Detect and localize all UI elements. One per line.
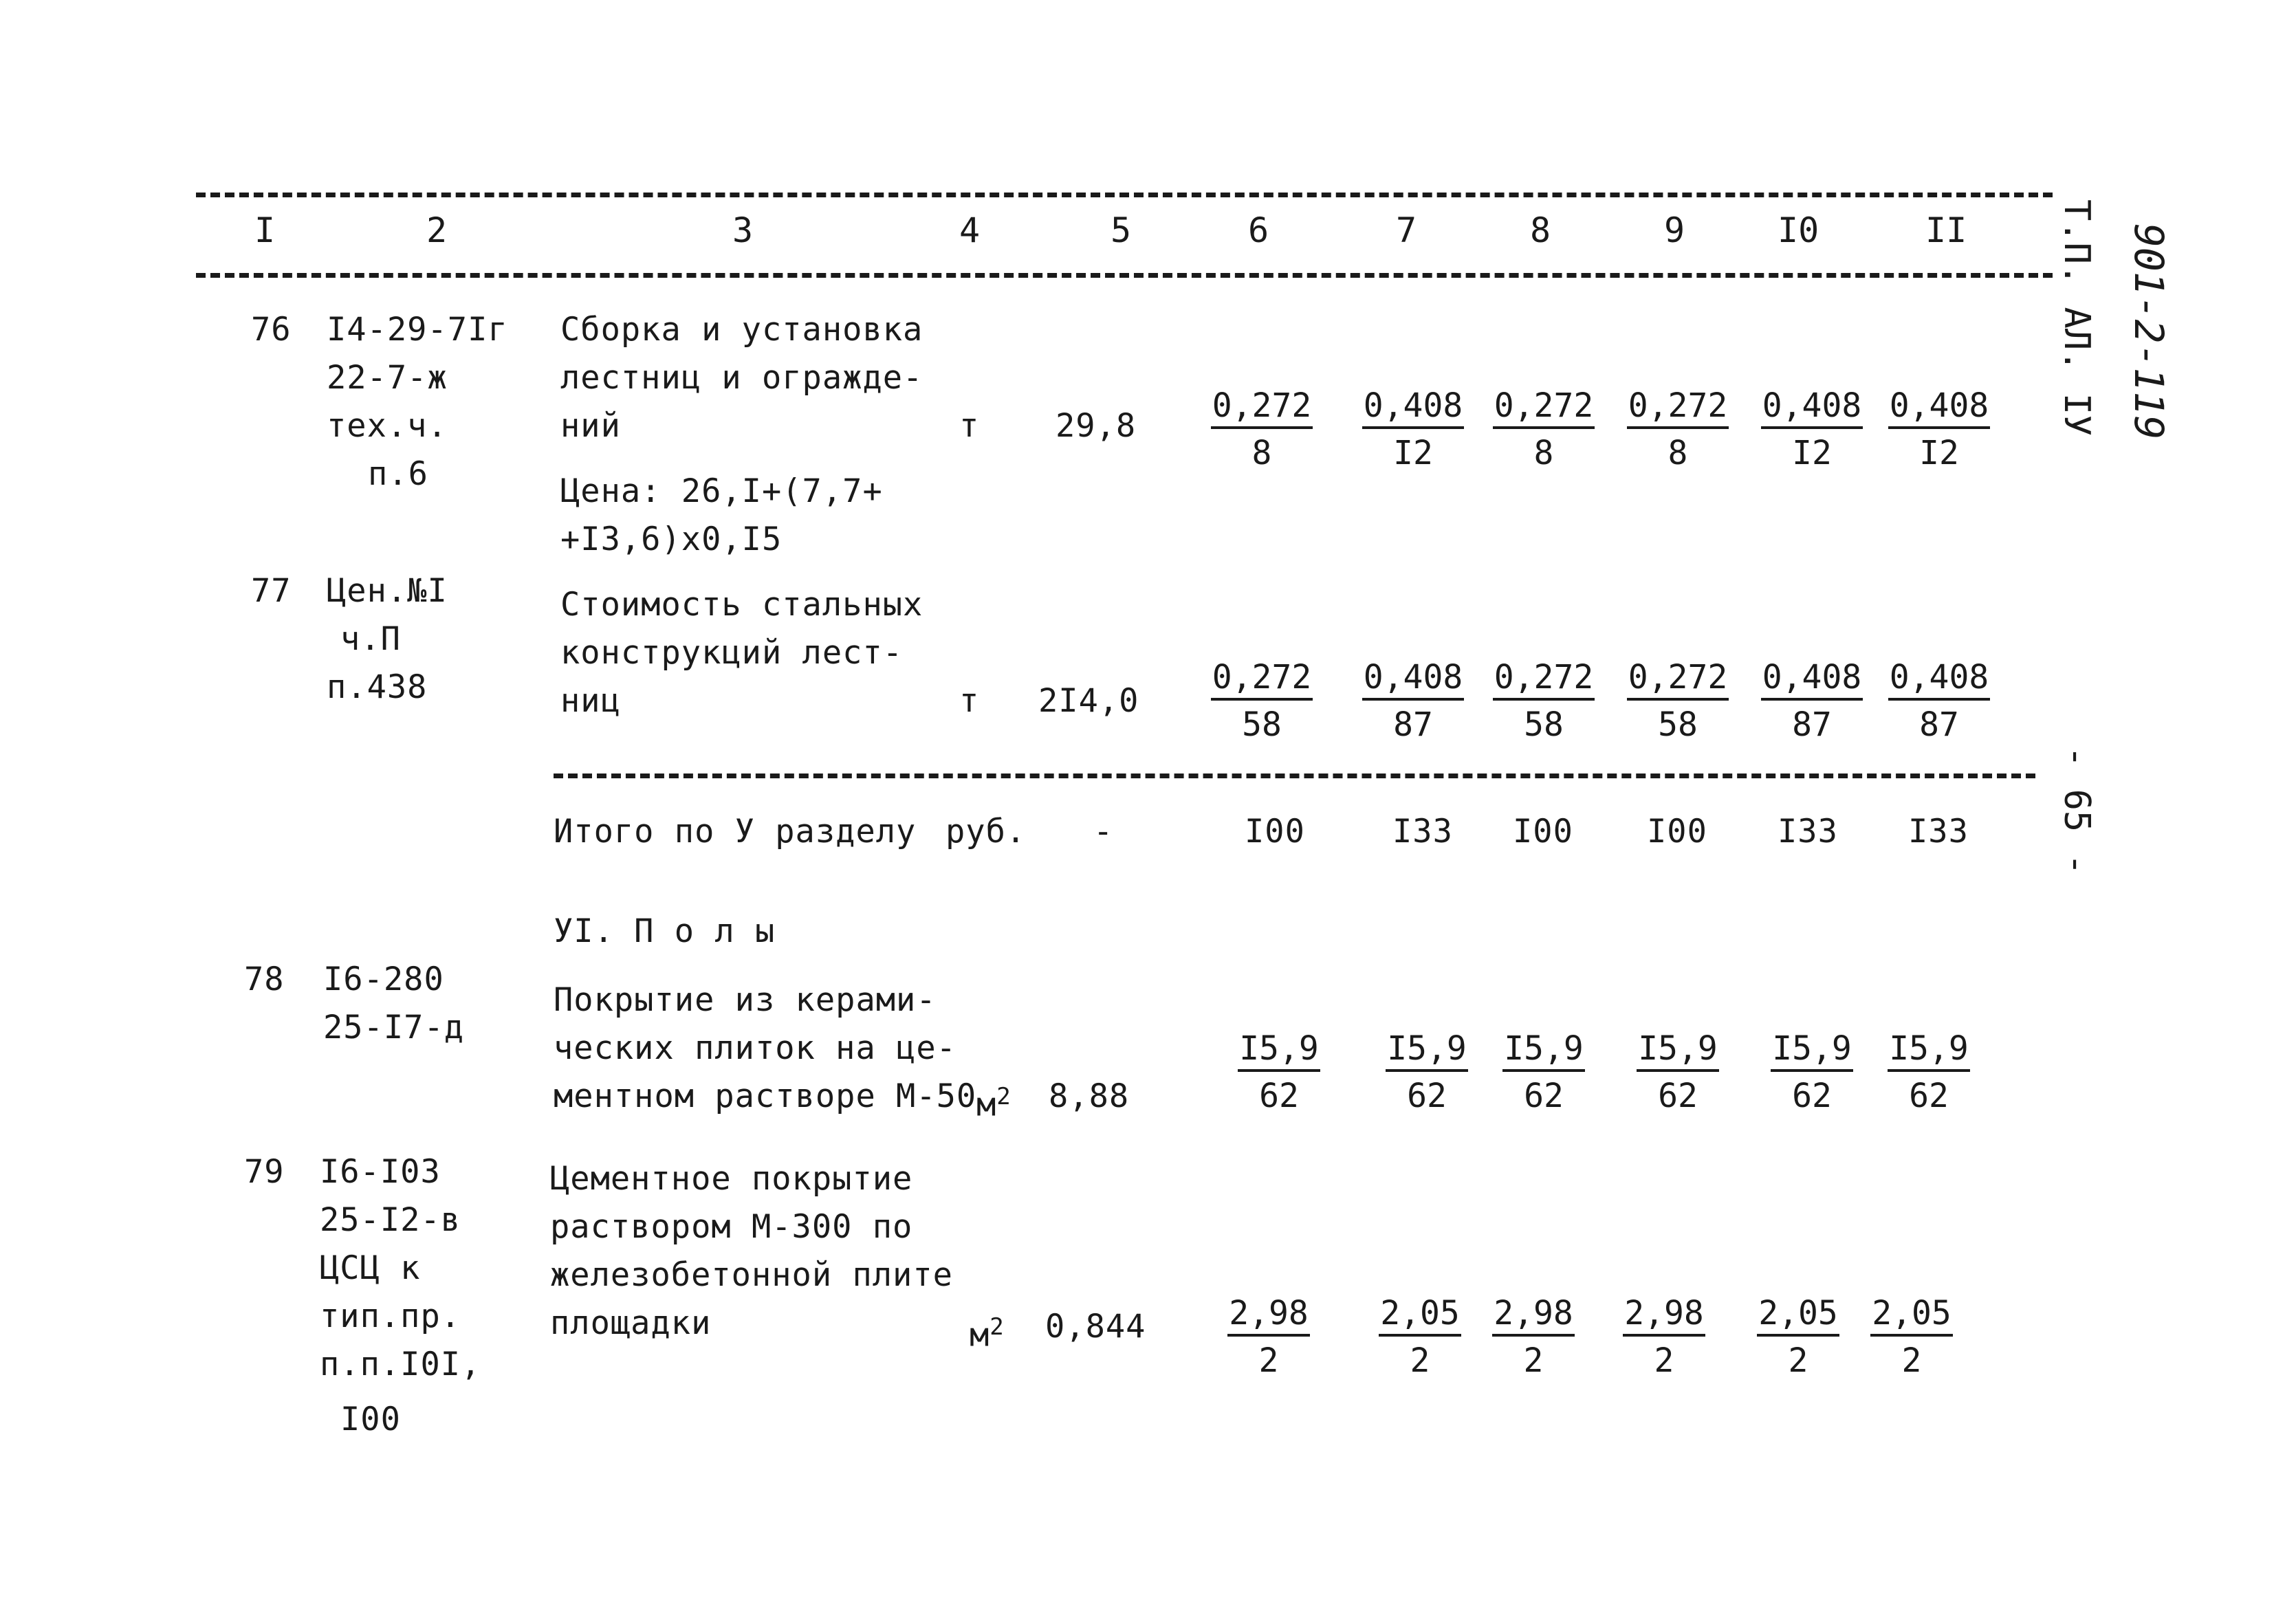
col-header-9: 9: [1664, 210, 1685, 250]
row-code-line: п.6: [368, 455, 428, 493]
value-cell: $\frac{0,408}{87}$: [1762, 658, 1862, 744]
value-cell: $\frac{0,272}{58}$: [1212, 658, 1312, 744]
row-code-line: ЦСЦ к: [320, 1249, 421, 1287]
col-header-1: I: [254, 210, 276, 250]
header-bottom-rule: [196, 273, 2053, 278]
row-code-line: тех.ч.: [327, 407, 448, 445]
row-unit: т: [959, 407, 980, 445]
value-cell: $\frac{0,408}{87}$: [1889, 658, 1989, 744]
value-cell: $\frac{0,408}{I2}$: [1889, 386, 1989, 472]
row-code-line: п.п.I0I,: [320, 1346, 481, 1383]
col-header-3: 3: [732, 210, 754, 250]
row-unit: $м^2$: [976, 1083, 1012, 1124]
row-number: 78: [244, 961, 285, 998]
side-page-number: - 65 -: [2056, 746, 2097, 875]
value-cell: $\frac{2,05}{2}$: [1380, 1294, 1460, 1380]
row-number: 79: [244, 1153, 285, 1191]
total-value: I00: [1513, 813, 1573, 851]
total-value: I00: [1647, 813, 1707, 851]
value-cell: $\frac{2,05}{2}$: [1872, 1294, 1952, 1380]
value-cell: $\frac{0,272}{58}$: [1628, 658, 1728, 744]
side-doc-code: Т.П. АЛ. IУ: [2056, 199, 2097, 437]
col-header-8: 8: [1530, 210, 1551, 250]
row-quantity: 2I4,0: [1038, 682, 1139, 720]
value-cell: $\frac{2,98}{2}$: [1624, 1294, 1704, 1380]
value-cell: $\frac{0,408}{I2}$: [1363, 386, 1463, 472]
row-description-line: раствором М-300 по: [550, 1208, 913, 1246]
row-number: 77: [251, 572, 292, 610]
row-quantity: 29,8: [1056, 407, 1137, 445]
row-description-line: Покрытие из керами-: [554, 981, 937, 1019]
row-description-line: железобетонной плите: [550, 1256, 953, 1294]
total-value: I33: [1908, 813, 1969, 851]
row-description-line: Цементное покрытие: [550, 1160, 913, 1198]
row-quantity: 8,88: [1049, 1077, 1130, 1115]
row-description-line: конструкций лест-: [560, 634, 904, 672]
row-code-line: 25-I7-д: [323, 1009, 465, 1046]
row-code-line: тип.пр.: [320, 1297, 461, 1335]
row-code-line: I6-280: [323, 961, 444, 998]
row-code-line: I00: [340, 1401, 401, 1438]
row-price-note-line: +I3,6)x0,I5: [560, 520, 783, 558]
section-title: УI. П о л ы: [554, 912, 776, 950]
row-description-line: ментном растворе М-50: [554, 1077, 977, 1115]
subtotal-rule: [554, 773, 2035, 778]
row-code-line: п.438: [327, 668, 428, 706]
row-unit: $м^2$: [970, 1313, 1005, 1354]
value-cell: $\frac{I5,9}{62}$: [1889, 1029, 1969, 1115]
header-top-rule: [196, 193, 2053, 197]
value-cell: $\frac{2,98}{2}$: [1229, 1294, 1309, 1380]
row-description-line: лестниц и огражде-: [560, 359, 923, 397]
value-cell: $\frac{0,272}{58}$: [1494, 658, 1594, 744]
row-description-line: ниц: [560, 682, 621, 720]
row-code-line: Цен.№I: [327, 572, 448, 610]
row-unit: т: [959, 682, 980, 720]
total-unit: руб.: [945, 813, 1027, 851]
col-header-5: 5: [1111, 210, 1132, 250]
col-header-2: 2: [426, 210, 448, 250]
total-quantity: -: [1093, 813, 1114, 851]
value-cell: $\frac{0,408}{87}$: [1363, 658, 1463, 744]
value-cell: $\frac{I5,9}{62}$: [1239, 1029, 1319, 1115]
value-cell: $\frac{0,272}{8}$: [1212, 386, 1312, 472]
row-code-line: I6-I03: [320, 1153, 441, 1191]
row-description-line: Стоимость стальных: [560, 586, 923, 624]
col-header-11: II: [1925, 210, 1967, 250]
value-cell: $\frac{0,272}{8}$: [1494, 386, 1594, 472]
row-code-line: 25-I2-в: [320, 1201, 461, 1239]
row-quantity: 0,844: [1045, 1308, 1146, 1346]
col-header-4: 4: [959, 210, 981, 250]
value-cell: $\frac{2,05}{2}$: [1758, 1294, 1838, 1380]
row-code-line: I4-29-7Iг: [327, 311, 508, 349]
row-description-line: площадки: [550, 1304, 712, 1342]
row-code-line: ч.П: [340, 620, 401, 658]
total-label: Итого по У разделу: [554, 813, 917, 851]
value-cell: $\frac{0,408}{I2}$: [1762, 386, 1862, 472]
total-value: I33: [1392, 813, 1453, 851]
value-cell: $\frac{I5,9}{62}$: [1387, 1029, 1467, 1115]
row-price-note-line: Цена: 26,I+(7,7+: [560, 472, 883, 510]
row-code-line: 22-7-ж: [327, 359, 448, 397]
value-cell: $\frac{2,98}{2}$: [1494, 1294, 1573, 1380]
value-cell: $\frac{0,272}{8}$: [1628, 386, 1728, 472]
row-number: 76: [251, 311, 292, 349]
value-cell: $\frac{I5,9}{62}$: [1504, 1029, 1584, 1115]
row-description-line: ний: [560, 407, 621, 445]
col-header-6: 6: [1248, 210, 1269, 250]
col-header-10: I0: [1778, 210, 1819, 250]
total-value: I00: [1245, 813, 1305, 851]
row-description-line: Сборка и установка: [560, 311, 923, 349]
side-series-number: 901-2-119: [2125, 223, 2172, 440]
value-cell: $\frac{I5,9}{62}$: [1772, 1029, 1852, 1115]
value-cell: $\frac{I5,9}{62}$: [1638, 1029, 1718, 1115]
col-header-7: 7: [1396, 210, 1417, 250]
total-value: I33: [1778, 813, 1838, 851]
row-description-line: ческих плиток на це-: [554, 1029, 956, 1067]
